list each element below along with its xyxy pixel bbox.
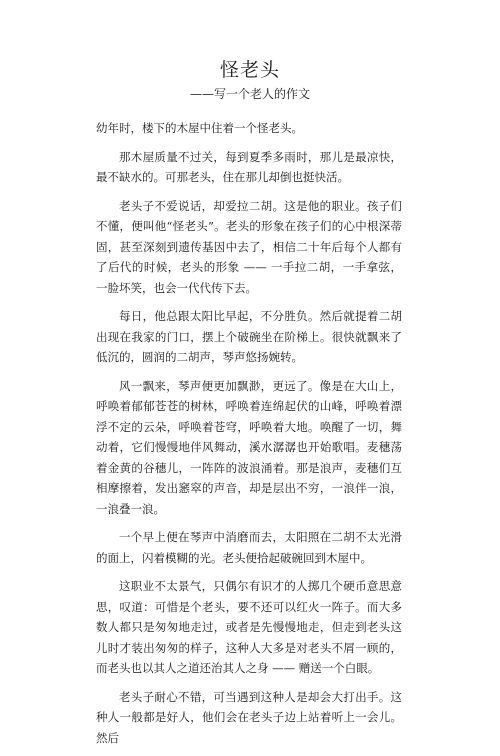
paragraph-8: 老头子耐心不错，可当遇到这种人是却会大打出手。这种人一般都是好人，他们会在老头子边上站着听上一会儿。然后 — [96, 689, 402, 745]
paragraph-6: 一个早上便在琴声中消磨而去，太阳照在二胡不太光滑的面上，闪着模糊的光。老头便拾起破碗回到木屋中。 — [96, 530, 402, 565]
paragraph-7: 这职业不太景气，只偶尔有识才的人掷几个硬币意思意思，叹道：可惜是个老头，要不还可以红火一阵子。而大多数人都只是匆匆地走过，或者是先慢慢地走，但走到老头这儿时才装出匆匆的样子，这种人大多是对老头不屑一顾的，而老头也以其人之道还治其人之身 —— 赠送一个白眼。 — [96, 579, 402, 675]
paragraph-1: 幼年时，楼下的木屋中住着一个怪老头。 — [96, 121, 303, 135]
paragraph-5: 风一飘来，琴声便更加飘渺，更远了。像是在大山上，呼唤着郁郁苍苍的树林，呼唤着连绵起伏的山峰，呼唤着漂浮不定的云朵，呼唤着苍穹，呼唤着大地。唤醒了一切，舞动着，它们慢慢地伴风舞动，溪水潺潺也开始歌唱。麦穗荡着金黄的谷穗儿，一阵阵的波浪涌着。那是浪声，麦穗们互相摩擦着，发出窸窣的声音，却是层出不穷，一浪伴一浪，一浪叠一浪。 — [96, 378, 402, 516]
paragraph-3: 老头子不爱说话，却爱拉二胡。这是他的职业。孩子们不懂，便叫他“怪老头”。老头的形象在孩子们的心中根深蒂固，甚至深刻到遗传基因中去了，相信二十年后每个人都有了后代的时候，老头的形象 —— 一手拉二胡，一手拿弦，一脸坏笑，也会一代代传下去。 — [96, 198, 402, 295]
page-title: 怪老头 — [219, 59, 280, 81]
essay-body — [96, 118, 402, 756]
paragraph-4: 每日，他总跟太阳比早起，不分胜负。然后就提着二胡出现在我家的门口，摆上个破碗坐在阶梯上。很快就飘来了低沉的，圆润的二胡声，琴声悠扬婉转。 — [96, 309, 402, 364]
page-subtitle: ——写一个老人的作文 — [189, 87, 310, 101]
paragraph-2: 那木屋质量不过关，每到夏季多雨时，那儿是最凉快，最不缺水的。可那老头，住在那儿却倒也挺快活。 — [96, 149, 402, 184]
